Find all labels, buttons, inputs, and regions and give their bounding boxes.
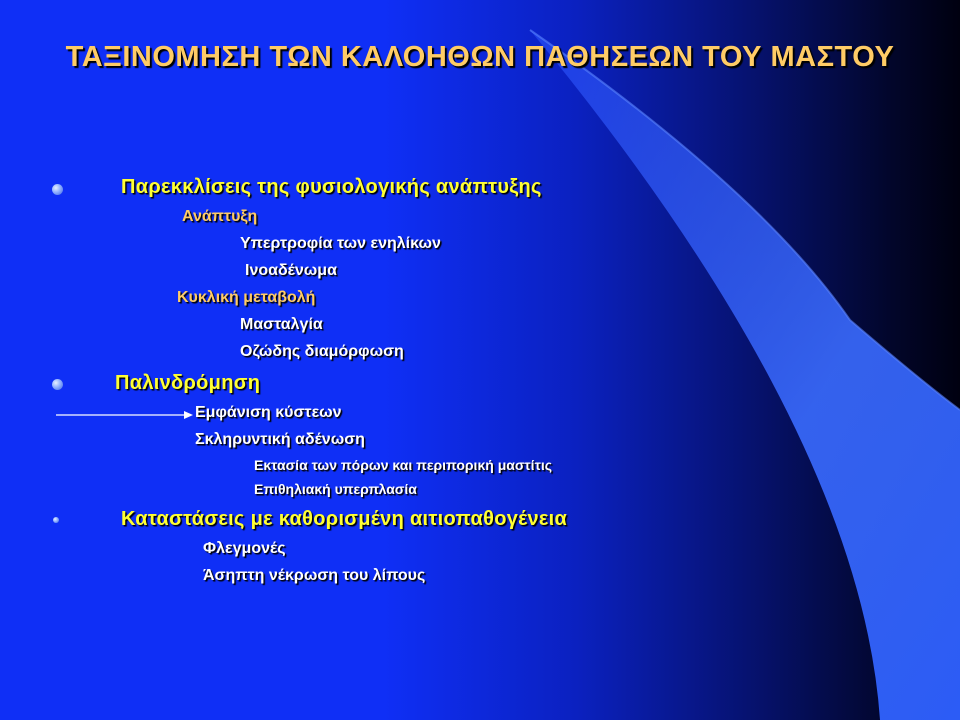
list-subitem: Επιθηλιακή υπερπλασία bbox=[254, 481, 417, 497]
list-item: Άσηπτη νέκρωση του λίπους bbox=[203, 567, 426, 584]
section-heading: Παρεκκλίσεις της φυσιολογικής ανάπτυξης bbox=[121, 176, 542, 198]
arrow-right-icon bbox=[56, 407, 196, 423]
list-item: Υπερτροφία των ενηλίκων bbox=[240, 235, 441, 252]
section-heading: Παλινδρόμηση bbox=[115, 372, 261, 394]
group-label: Ανάπτυξη bbox=[182, 208, 258, 225]
list-item: Φλεγμονές bbox=[203, 540, 286, 557]
group-label: Κυκλική μεταβολή bbox=[177, 289, 316, 306]
bullet-icon bbox=[52, 379, 63, 390]
slide-title: ΤΑΞΙΝΟΜΗΣΗ ΤΩΝ ΚΑΛΟΗΘΩΝ ΠΑΘΗΣΕΩΝ ΤΟΥ ΜΑΣΤΟΥ bbox=[65, 41, 895, 73]
list-item: Σκληρυντική αδένωση bbox=[195, 431, 365, 448]
bullet-icon bbox=[52, 184, 63, 195]
list-subitem: Εκτασία των πόρων και περιπορική μαστίτις bbox=[254, 457, 552, 473]
list-item: Μασταλγία bbox=[240, 316, 323, 333]
bullet-icon bbox=[53, 517, 59, 523]
section-heading: Καταστάσεις με καθορισμένη αιτιοπαθογένεια bbox=[121, 508, 568, 530]
list-item: Οζώδης διαμόρφωση bbox=[240, 343, 404, 360]
list-item: Εμφάνιση κύστεων bbox=[195, 404, 342, 421]
list-item: Ινοαδένωμα bbox=[245, 262, 337, 279]
